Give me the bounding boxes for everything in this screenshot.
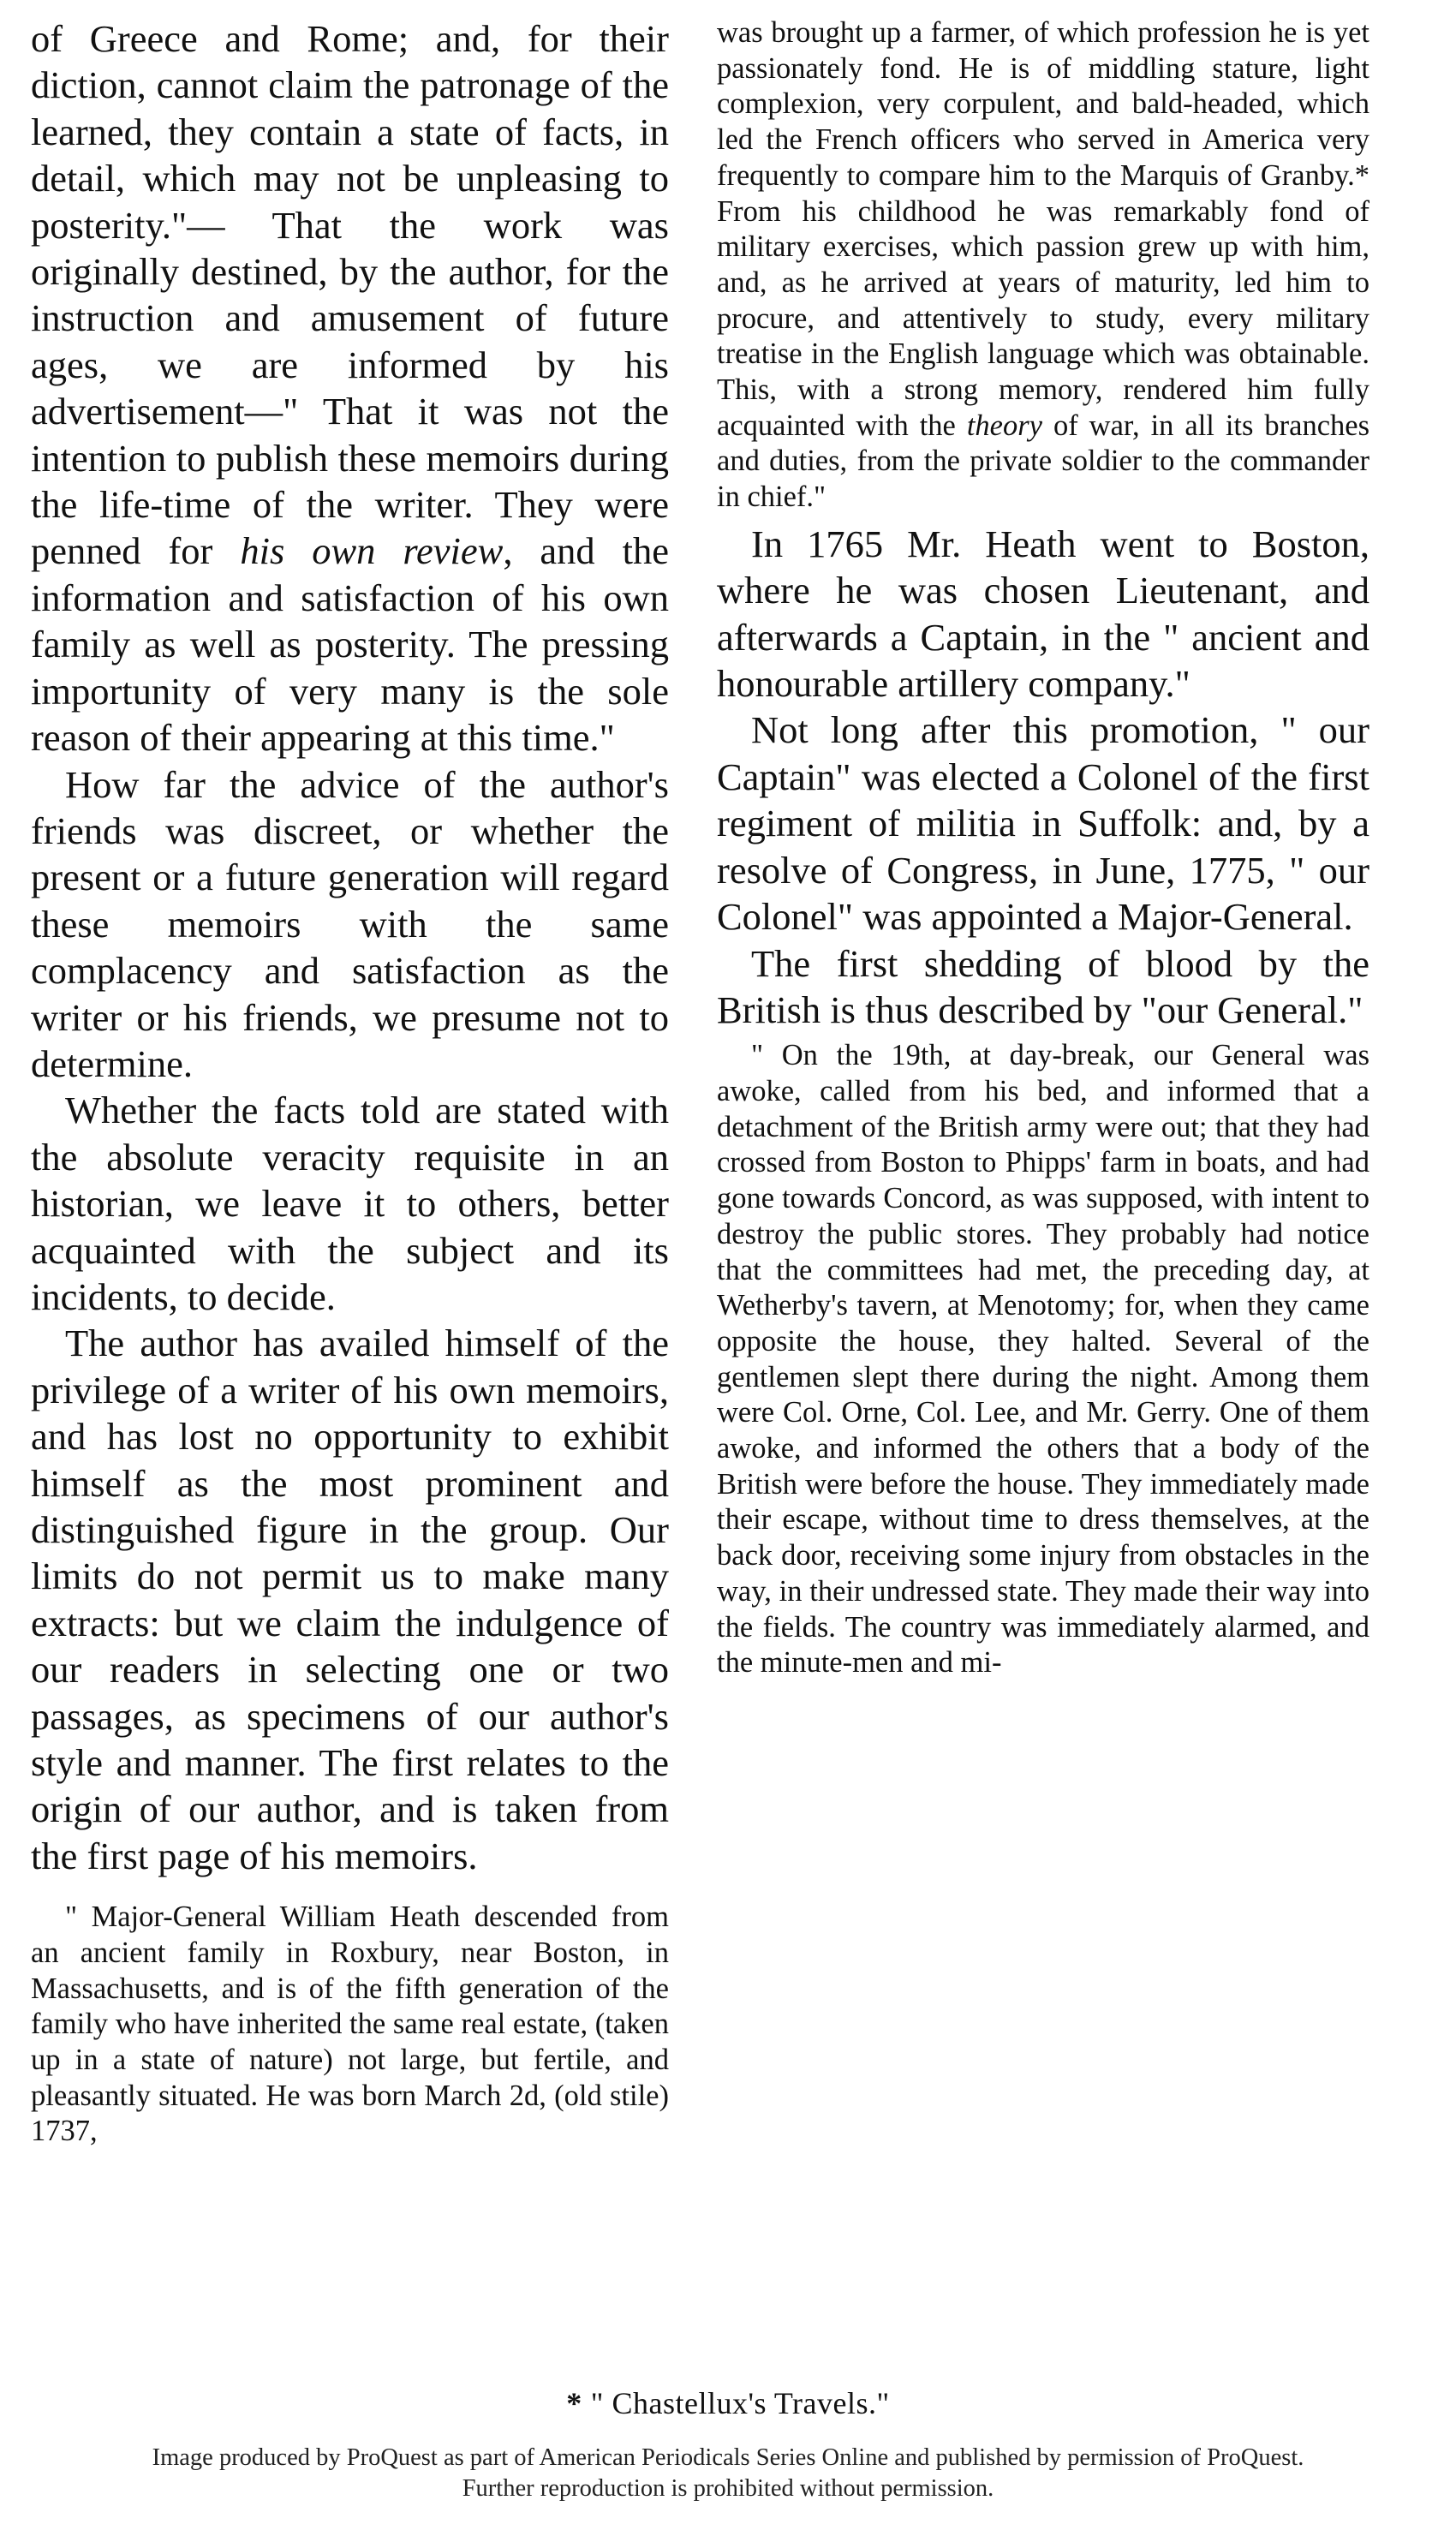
paragraph-text: , and the information and satisfaction of his own family as well as posterity. The pressing importunity of very many is the sole reason of their appearing at this time." xyxy=(31,529,670,760)
credit-line: Image produced by ProQuest as part of American Periodicals Series Online and published by permission of ProQuest. xyxy=(152,2444,1304,2471)
footnote xyxy=(0,2386,1456,2420)
quote-text: was brought up a farmer, of which profession he is yet passionately fond. He is of middling stature, light complexion, very corpulent, and bald-headed, which led the French officers who served in America very frequently to compare him to the Marquis of Granby.* From his childhood he was remarkably fond of military exercises, which passion grew up with him, and, as he arrived at years of maturity, led him to procure, and attentively to study, every military treatise in the English language which was obtainable. This, with a strong memory, rendered him fully acquainted with the xyxy=(717,16,1369,442)
paragraph: In 1765 Mr. Heath went to Boston, where he was chosen Lieutenant, and afterwards a Captain, in the " ancient and honourable artillery company." xyxy=(717,522,1369,706)
credit-line: Further reproduction is prohibited without permission. xyxy=(462,2475,994,2502)
right-column xyxy=(717,15,1369,1681)
quote-text: of war, in all its branches and duties, from the private soldier to the commander in chief." xyxy=(717,409,1370,514)
paragraph-text: of Greece and Rome; and, for their diction, cannot claim the patronage of the learned, they contain a state of facts, in detail, which may not be unpleasing to posterity."— That the work was originally destined, by the author, for the instruction and amusement of future ages, we are informed by his advertisement—" That it was not the intention to publish these memoirs during the life-time of the writer. They were penned for xyxy=(31,17,669,573)
paragraph: The first shedding of blood by the British is thus described by "our General." xyxy=(717,941,1369,1031)
paragraph: How far the advice of the author's friends was discreet, or whether the present or a future generation will regard these memoirs with the same complacency and satisfaction as the writer or his friends, we presume not to determine. xyxy=(31,762,669,1085)
paragraph: Whether the facts told are stated with the absolute veracity requisite in an historian, we leave it to others, better acquainted with the subject and its incidents, to decide. xyxy=(31,1089,669,1318)
italic-phrase: his own review xyxy=(240,529,504,573)
block-quote-continuation xyxy=(717,15,1369,516)
proquest-credit xyxy=(0,2443,1456,2504)
paragraph-continuation xyxy=(31,15,669,761)
footnote-mark: * xyxy=(566,2386,582,2420)
paragraph: The author has availed himself of the privilege of a writer of his own memoirs, and has lost no opportunity to exhibit himself as the most prominent and distinguished figure in the group. Our limits do not permit us to make many extracts: but we claim the indulgence of our readers in selecting one or two passages, as specimens of our author's style and manner. The first relates to the origin of our author, and is taken from the first page of his memoirs. xyxy=(31,1322,669,1877)
footnote-text: " Chastellux's Travels." xyxy=(590,2386,890,2420)
italic-word: theory xyxy=(966,409,1042,442)
paragraph: Not long after this promotion, " our Captain" was elected a Colonel of the first regiment of militia in Suffolk: and, by a resolve of Congress, in June, 1775, " our Colonel" was appointed a Major-General. xyxy=(717,708,1369,939)
block-quote: " On the 19th, at day-break, our General was awoke, called from his bed, and informed that a detachment of the British army were out; that they had crossed from Boston to Phipps' farm in boats, and had gone towards Concord, as was supposed, with intent to destroy the public stores. They probably had notice that the committees had met, the preceding day, at Wetherby's tavern, at Menotomy; for, when they came opposite the house, they halted. Several of the gentlemen slept there during the night. Among them were Col. Orne, Col. Lee, and Mr. Gerry. One of them awoke, and informed the others that a body of the British were before the house. They immediately made their escape, without time to dress themselves, at the back door, receiving some injury from obstacles in the way, in their undressed state. They made their way into the fields. The country was immediately alarmed, and the minute-men and mi- xyxy=(717,1039,1369,1680)
block-quote: " Major-General William Heath descended from an ancient family in Roxbury, near Boston, in Massachusetts, and is of the fifth generation of the family who have inherited the same real estate, (taken up in a state of nature) not large, but fertile, and pleasantly situated. He was born March 2d, (old stile) 1737, xyxy=(31,1901,669,2148)
left-column xyxy=(31,15,669,2150)
